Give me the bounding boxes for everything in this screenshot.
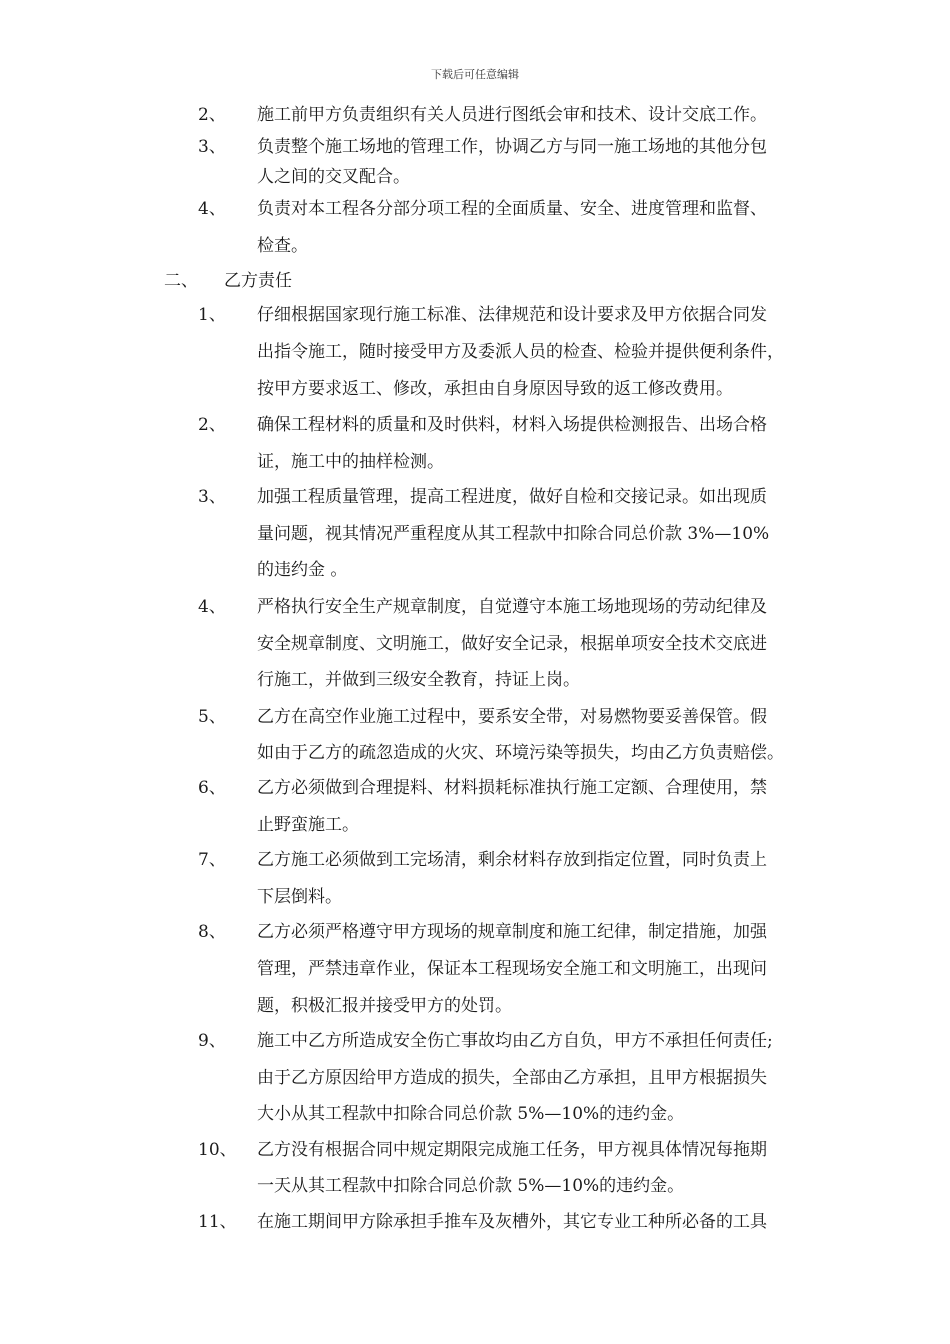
item-number: 5、 <box>198 707 226 727</box>
page-header: 下载后可任意编辑 <box>431 68 519 81</box>
item-text: 乙方施工必须做到工完场清，剩余材料存放到指定位置，同时负责上 <box>257 850 767 870</box>
item-text: 负责整个施工场地的管理工作，协调乙方与同一施工场地的其他分包 <box>257 137 767 157</box>
item-number: 11、 <box>198 1212 237 1232</box>
item-text: 量问题，视其情况严重程度从其工程款中扣除合同总价款 3%—10% <box>257 524 770 544</box>
section-title: 乙方责任 <box>224 271 292 291</box>
item-text: 止野蛮施工。 <box>257 815 359 835</box>
item-number: 7、 <box>198 850 226 870</box>
item-number: 4、 <box>198 199 226 219</box>
item-text: 在施工期间甲方除承担手推车及灰槽外，其它专业工种所必备的工具 <box>257 1212 767 1232</box>
item-number: 4、 <box>198 597 226 617</box>
item-text: 确保工程材料的质量和及时供料，材料入场提供检测报告、出场合格 <box>257 415 767 435</box>
item-text: 一天从其工程款中扣除合同总价款 5%—10%的违约金。 <box>257 1176 685 1196</box>
item-text: 施工前甲方负责组织有关人员进行图纸会审和技术、设计交底工作。 <box>257 105 767 125</box>
item-number: 9、 <box>198 1031 226 1051</box>
item-text: 严格执行安全生产规章制度，自觉遵守本施工场地现场的劳动纪律及 <box>257 597 767 617</box>
item-text: 题，积极汇报并接受甲方的处罚。 <box>257 996 512 1016</box>
item-text: 由于乙方原因给甲方造成的损失，全部由乙方承担，且甲方根据损失 <box>257 1068 767 1088</box>
item-text: 的违约金 。 <box>257 560 348 580</box>
item-text: 按甲方要求返工、修改，承担由自身原因导致的返工修改费用。 <box>257 379 733 399</box>
item-text: 负责对本工程各分部分项工程的全面质量、安全、进度管理和监督、 <box>257 199 767 219</box>
item-text: 仔细根据国家现行施工标准、法律规范和设计要求及甲方依据合同发 <box>257 305 767 325</box>
item-number: 6、 <box>198 778 226 798</box>
item-text: 安全规章制度、文明施工，做好安全记录，根据单项安全技术交底进 <box>257 634 767 654</box>
item-text: 乙方必须做到合理提料、材料损耗标准执行施工定额、合理使用，禁 <box>257 778 767 798</box>
item-text: 大小从其工程款中扣除合同总价款 5%—10%的违约金。 <box>257 1104 685 1124</box>
item-number: 10、 <box>198 1140 237 1160</box>
item-text: 乙方没有根据合同中规定期限完成施工任务，甲方视具体情况每拖期 <box>257 1140 767 1160</box>
item-text: 证，施工中的抽样检测。 <box>257 452 444 472</box>
item-number: 1、 <box>198 305 226 325</box>
item-text: 人之间的交叉配合。 <box>257 167 410 187</box>
item-text: 出指令施工，随时接受甲方及委派人员的检查、检验并提供便利条件， <box>257 342 784 362</box>
item-text: 加强工程质量管理，提高工程进度，做好自检和交接记录。如出现质 <box>257 487 767 507</box>
item-number: 3、 <box>198 487 226 507</box>
item-number: 8、 <box>198 922 226 942</box>
item-number: 3、 <box>198 137 226 157</box>
item-text: 检查。 <box>257 236 308 256</box>
item-number: 2、 <box>198 105 226 125</box>
item-text: 乙方必须严格遵守甲方现场的规章制度和施工纪律，制定措施，加强 <box>257 922 767 942</box>
item-text: 乙方在高空作业施工过程中，要系安全带，对易燃物要妥善保管。假 <box>257 707 767 727</box>
item-text: 如由于乙方的疏忽造成的火灾、环境污染等损失，均由乙方负责赔偿。 <box>257 743 784 763</box>
item-text: 行施工，并做到三级安全教育，持证上岗。 <box>257 670 580 690</box>
section-number: 二、 <box>164 271 198 291</box>
item-number: 2、 <box>198 415 226 435</box>
item-text: 管理，严禁违章作业，保证本工程现场安全施工和文明施工，出现问 <box>257 959 767 979</box>
item-text: 施工中乙方所造成安全伤亡事故均由乙方自负，甲方不承担任何责任; <box>257 1031 773 1051</box>
item-text: 下层倒料。 <box>257 887 342 907</box>
